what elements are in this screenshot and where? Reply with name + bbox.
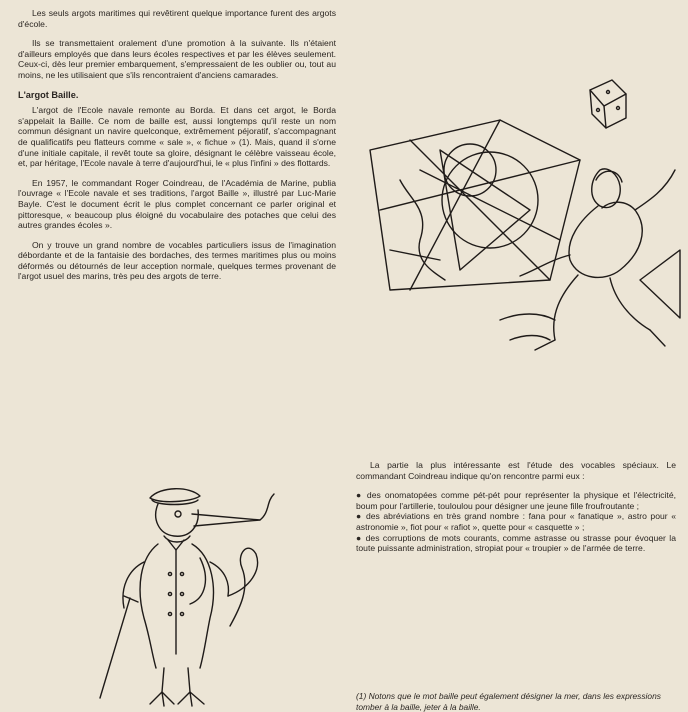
cadet-geometry-illustration (350, 50, 688, 380)
list-item: ● des corruptions de mots courants, comme astrasse ou strasse pour évoquer la toute puissante administration, stropiat pour « troupier » de l'armée de terre. (356, 532, 676, 554)
section-title: L'argot Baille. (18, 89, 79, 100)
section-paragraph-1: L'argot de l'Ecole navale remonte au Borda. Et dans cet argot, le Borda s'appelait la Baille. Ce nom de baille est, aussi longtemps qu'il reste un nom commun désignant un navire quelconque, extrêmement péjoratif, s'accompagnant de qualificatifs peu flatteurs comme « sale », « fichue » (1). Mais, quand il s'orne d'une initiale capitale, il revêt toute sa gloire, désignant le célèbre vaisseau école, et, par héritage, l'Ecole navale à terre d'aujourd'hui, le « plus l'infini » des flottards. (18, 105, 336, 169)
left-column (18, 8, 336, 291)
right-column (356, 460, 676, 562)
section-paragraph-3: On y trouve un grand nombre de vocables particuliers issus de l'imagination débordante et de la fantaisie des bordaches, des termes maritimes plus ou moins déformés ou détournés de leur acception normale, quelques termes provenant de l'argot usuel des marins, très peu des argots de terre. (18, 239, 336, 282)
list-item: ● des onomatopées comme pét-pét pour représenter la physique et l'électricité, boum pour l'artillerie, touloulou pour désigner une jeune fille froufroutante ; (356, 490, 676, 511)
footnote: (1) Notons que le mot baille peut également désigner la mer, dans les expressions tomber à la baille, jeter à la baille. (356, 691, 661, 712)
intro-paragraph-1: Les seuls argots maritimes qui revêtirent quelque importance furent des argots d'école. (18, 8, 336, 29)
list-item: ● des abréviations en très grand nombre : fana pour « fanatique », astro pour « astronomie », fiot pour « rafiot », quette pour « casquette » ; (356, 511, 676, 532)
right-intro-paragraph: La partie la plus intéressante est l'étude des vocables spéciaux. Le commandant Coindreau indique qu'on rencontre parmi eux : (356, 460, 676, 481)
vocabulary-list (356, 490, 676, 554)
bird-officer-illustration (80, 478, 280, 710)
intro-paragraph-2: Ils se transmettaient oralement d'une promotion à la suivante. Ils n'étaient d'ailleurs employés que dans leurs écoles respectives et par les élèves seulement. Ceux-ci, dès leur premier embarquement, s'empressaient de les oublier ou, tout au moins, ne les utilisaient que s'ils rencontraient d'anciens camarades. (18, 38, 336, 80)
section-paragraph-2: En 1957, le commandant Roger Coindreau, de l'Académia de Marine, publia l'ouvrage « l'Ecole navale et ses traditions, l'argot Baille », illustré par Luc-Marie Bayle. C'est le document écrit le plus complet concernant ce parler original et pittoresque, « beaucoup plus éloigné du vocabulaire des potaches que celui des autres grandes écoles ». (18, 177, 336, 231)
